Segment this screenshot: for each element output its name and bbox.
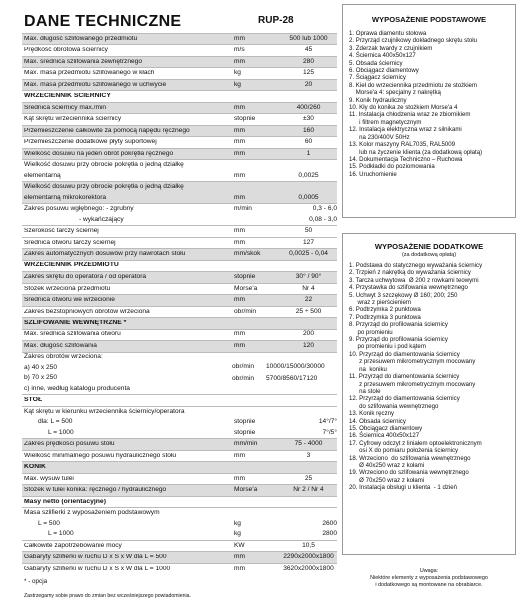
spec-value [280,204,337,225]
spec-row [22,461,337,472]
spec-unit-text: kg [234,530,241,538]
spec-label-line: L = 1000 [48,530,74,538]
extra-item: do szlifowania wewnętrznego [349,402,439,410]
spec-row [22,540,337,551]
spec-unit: stopnie [234,115,256,123]
spec-value: 25 [304,474,313,482]
extra-item: 17. Cyfrowy odczyt z liniałem optoelektronicznym [349,439,482,447]
extra-item: 12. Przyrząd do diamentowania ściernicy [349,395,460,403]
spec-unit: mm [234,103,245,111]
extra-equipment-title: WYPOSAŻENIE DODATKOWE [374,242,484,251]
spec-unit: stopnie [234,273,256,281]
spec-label: Wielkość minimalnego posuwu hydraulicznego stołu [24,452,177,459]
spec-label [22,204,232,225]
spec-label: Max. masa przedmiotu szlifowanego w kłach [24,70,155,77]
spec-unit: mm [234,341,245,349]
spec-label: Wielkość dosuwu na jeden obrót pokrętła ręcznego [24,150,174,157]
spec-label [22,353,232,395]
extra-item: 8. Przyrząd do profilowania ściernicy [349,321,448,329]
spec-row [22,113,337,124]
footnote: * - opcja [24,578,48,585]
spec-row [22,79,337,90]
spec-label: Zakres automatycznych dosuwów przy nawrotach stołu [24,251,186,258]
basic-item: 5. Obsada ściernicy [349,59,403,67]
basic-item: 10. Kły do konika ze stożkiem Morse'a 4 [349,104,458,112]
spec-row [22,438,337,449]
spec-unit: m/s [234,46,245,54]
spec-value: 10000/15000/30000 [266,363,325,371]
spec-unit: mm [234,149,245,157]
spec-value: 160 [302,126,314,134]
extra-item: Ø 40x250 wraz z kołami [349,461,425,469]
extra-item: 5. Uchwyt 3 szczękowy Ø 160; 200; 250 [349,291,458,299]
extra-item: 20. Instalacja obsługi u klienta - 1 dzień [349,484,458,492]
basic-item: 1. Oprawa diamentu stołowa [349,30,427,37]
spec-label: Gabaryty szlifierki w ruchu D x S x W dla L = 500 [24,554,167,561]
spec-value-line: 0,08 - 3,0 [309,215,337,223]
spec-value: 127 [302,238,314,246]
spec-row [22,67,337,78]
spec-row [22,563,337,574]
spec-values [232,353,337,395]
spec-label: Szerokość tarczy ściernej [24,228,99,235]
spec-label: Masy netto (orientacyjne) [24,498,106,505]
spec-value: 5700/8560/17120 [266,374,318,382]
spec-unit: mm/skok [234,250,261,258]
basic-item: 12. Instalacja elektryczna wraz z silnikami [349,126,462,134]
spec-value: 2290x2000x1800 [283,553,334,561]
extra-item: 13. Konik ręczny [349,410,395,418]
spec-value: 3 [306,451,311,459]
spec-row [22,237,337,248]
spec-value: 60 [304,138,313,146]
spec-unit: KW [234,541,245,549]
spec-label: Kąt skrętu wrzeciennika ściernicy [24,116,122,123]
note [342,568,516,589]
spec-label: Max. wysuw tulei [24,475,74,482]
spec-unit: mm [234,171,245,179]
spec-label: Max. średnica szlifowania otworu [24,331,121,338]
spec-row [22,340,337,351]
spec-table [22,33,337,574]
spec-value: 120 [302,341,314,349]
spec-unit: obr/min [232,374,254,382]
basic-item: 8. Kieł do wrzeciennika przedmiotu ze stożkiem [349,81,478,89]
extra-item: 10. Przyrząd do diamentowania ściernicy [349,350,460,358]
extra-item: 18. Wrzeciono do szlifowania wewnętrznego [349,454,471,462]
basic-item: 14. Dokumentacja Techniczno – Ruchowa [349,155,463,163]
spec-label-line: L = 1000 [48,428,74,436]
spec-unit: mm [234,564,245,572]
spec-row [22,271,337,282]
spec-unit-text: m/min [234,205,252,213]
spec-label: Przemieszczenie całkowite za pomocą napędu ręcznego [24,127,190,134]
spec-label: Max. średnica szlifowania zewnętrznego [24,58,143,65]
spec-unit-text: stopnie [234,418,256,426]
spec-label: Zakres prędkości posuwu stołu [24,441,115,448]
spec-unit: mm [234,553,245,561]
spec-unit: mm [234,126,245,134]
spec-row [22,283,337,294]
spec-row [22,90,337,101]
spec-value: 75 - 4000 [294,440,323,448]
spec-value: 125 [302,69,314,77]
extra-equipment-list [343,262,515,492]
spec-value-line: 14°/7° [318,418,337,426]
spec-value: Nr 4 [302,284,315,292]
spec-unit [232,204,280,225]
spec-row [22,306,337,317]
extra-item: 14. Obsada ściernicy [349,417,406,425]
basic-item: 13. Kolor maszyny RAL7035, RAL5009 [349,141,456,149]
spec-value: ±30 [303,115,314,123]
spec-label-line: elementarną mikrokorektora [24,193,107,201]
note-title: Uwaga: [419,568,439,574]
basic-item: 15. Podkładki do poziomowania [349,163,435,171]
spec-row [22,148,337,159]
spec-label: Stożek w tulei konika: ręcznego / hydraulicznego [24,487,167,494]
spec-label: Gabaryty szlifierki w ruchu D x S x W dla L = 1000 [24,565,171,572]
note-line: i dodatkowego są montowane na obrabiarce. [375,582,483,588]
basic-item: 4. Ściernica 400x50x127 [349,52,416,60]
spec-unit: mm [234,34,245,42]
spec-value: 50 [304,227,313,235]
spec-label-line: c) inne, według katalogu producenta [24,384,130,392]
spec-unit: Morse'a [234,486,258,494]
spec-value: 45 [304,46,313,54]
basic-item: 9. Konik hydrauliczny [349,96,407,104]
spec-label: Max. długość szlifowania [24,342,97,349]
spec-label [22,407,232,438]
spec-row [22,507,337,539]
spec-row [22,352,337,395]
spec-row [22,294,337,305]
spec-row [22,248,337,259]
spec-unit: mm [234,451,245,459]
extra-item: osi X do pomiaru położenia ściernicy [349,447,459,455]
spec-unit [232,508,280,539]
spec-label-line: Zakres obrotów wrzeciona: [24,353,103,361]
spec-label: WRZECIENNIK PRZEDMIOTU [24,262,119,269]
spec-label: Całkowite zapotrzebowanie mocy [24,542,122,549]
spec-row [22,33,337,44]
spec-unit: mm [234,227,245,235]
spec-label: Prędkość obrotowa ściernicy [24,47,108,54]
spec-row [22,394,337,405]
spec-value: 0,0025 - 0,04 [289,250,328,258]
extra-item: 19. Wrzeciono do szlifowania wewnętrznego [349,469,469,477]
extra-item: 16. Ściernica 400x50x127 [349,432,420,440]
basic-item: 3. Zderzak twardy z czujnikiem [349,44,433,52]
spec-value: 25 ÷ 500 [295,307,322,315]
extra-item: 7. Podtrzymka 3 punktowa [349,313,421,321]
spec-label-line: b) 70 x 250 [24,374,57,382]
spec-label-line: dla: L = 500 [38,418,73,426]
spec-unit [232,407,280,438]
spec-value: Nr 2 / Nr 4 [293,486,324,494]
spec-row [22,44,337,55]
spec-unit: mm [234,296,245,304]
spec-row [22,260,337,271]
spec-unit: mm [234,193,245,201]
spec-label-line: Masa szlifierki z wyposażeniem podstawowym [24,509,160,517]
spec-unit: obr/min [234,307,256,315]
extra-item: z przesuwem mikrometrycznym mocowany [349,358,476,366]
extra-item: 6. Podtrzymka 2 punktowa [349,306,421,314]
spec-value: 280 [302,57,314,65]
spec-value-line [232,364,337,371]
spec-row [22,406,337,438]
basic-item: 11. Instalacja chłodzenia wraz ze zbiornikiem [349,111,471,119]
spec-label [22,160,232,181]
basic-item: lub na życzenie klienta (za dodatkową opłatą) [349,148,483,156]
spec-value: 200 [302,330,314,338]
spec-row [22,125,337,136]
spec-label: Średnica otworu we wrzecionie [24,297,115,304]
spec-label: Max. masa przedmiotu szlifowanego w uchwycie [24,81,167,88]
basic-item: Morse'a 4: specjalny z nakrętką [349,89,441,97]
spec-label: Zakres skrętu do operatora / od operatora [24,274,147,281]
spec-label [22,182,232,203]
spec-value: 1 [306,149,311,157]
spec-unit: mm [234,474,245,482]
spec-label: Średnica ściernicy max./min [24,104,107,111]
spec-value-line: 7°/5° [322,428,337,436]
spec-label: STÓŁ [24,397,43,404]
spec-value: 22 [304,296,313,304]
basic-item: 2. Przyrząd czujnikowy dokładnego skrętu stołu [349,37,478,45]
spec-value: 3620x2000x1800 [283,564,334,572]
spec-row [22,159,337,181]
basic-equipment-box [342,4,516,218]
spec-label-line: Wielkość dosuwu przy obrocie pokrętła o jedną działkę [24,161,184,169]
spec-unit: kg [234,69,241,77]
extra-equipment-subtitle: (za dodatkową opłatą) [401,252,457,258]
extra-item: 2. Trzpień z nakrętką do wyważania ściernicy [349,269,471,277]
spec-row [22,329,337,340]
spec-label: Przemieszczenie dodatkowe płyty suportowej [24,139,157,146]
extra-item: Ø 70x250 wraz z kołami [349,476,425,484]
spec-label [22,508,232,539]
spec-row [22,181,337,203]
extra-item: wraz z pierścieniem [349,299,411,307]
spec-label-line: elementarną [24,171,61,179]
extra-item: 1. Podstawa do statycznego wyważania ściernicy [349,262,483,269]
spec-row [22,225,337,236]
basic-item: 7. Ściągacz ściernicy [349,74,406,82]
spec-row [22,496,337,507]
spec-label-line: Kąt skrętu w kierunku wrzeciennika ściernicy/operatora [24,407,185,415]
spec-label: Zakres bezstopniowych obrotów wrzeciona [24,308,150,315]
spec-row [22,450,337,461]
note-line: Niektóre elementy z wyposażenia podstawowego [370,575,488,581]
spec-unit-text: kg [234,519,241,527]
extra-equipment-box [342,233,516,555]
basic-equipment-title: WYPOSAŻENIE PODSTAWOWE [371,15,487,24]
spec-value: 0,0005 [298,193,319,201]
spec-label-line: L = 500 [38,519,60,527]
spec-value-line: 2800 [322,530,337,538]
spec-value-line [232,376,337,383]
spec-label: KONIK [24,464,46,471]
spec-value-line: 0,3 - 6,0 [312,205,337,213]
spec-row [22,473,337,484]
extra-item: 15. Obciągacz diamentowy [349,424,423,432]
spec-unit: Morse'a [234,284,258,292]
spec-row [22,136,337,147]
spec-value: 10,5 [302,541,315,549]
spec-row [22,317,337,328]
spec-label: Stożek wrzeciona przedmiotu [24,285,111,292]
extra-item: po promieniu [349,328,393,336]
spec-label-line: - wykańczający [79,215,124,223]
spec-label: Średnica otworu tarczy ściernej [24,239,116,246]
spec-unit: mm [234,138,245,146]
page-title: DANE TECHNICZNE [24,13,182,30]
spec-unit: mm [234,330,245,338]
spec-row [22,102,337,113]
spec-value: 0,0025 [298,171,319,179]
extra-item: 3. Tarcza uchwytowa Ø 200 z rowkami teowymi [349,276,479,284]
spec-value: 20 [304,80,313,88]
spec-row [22,484,337,495]
spec-value: 400/260 [296,103,321,111]
spec-value: 30° / 90° [295,273,322,281]
spec-value-line: 2600 [322,519,337,527]
basic-equipment-list [343,30,515,178]
spec-unit: mm/min [234,440,258,448]
spec-label: SZLIFOWANIE WEWNĘTRZNE * [24,319,127,326]
spec-label-line: Zakres posuwu wgłębnego: - zgrubny [24,205,134,213]
extra-item: z przesuwem mikrometrycznym mocowany [349,380,476,388]
spec-row [22,203,337,225]
basic-item: 16. Uruchomienie [349,170,397,178]
basic-item: i filtrem magnetycznym [349,118,422,126]
spec-label: Max. długość szlifowanego przedmiotu [24,35,138,42]
basic-item: na 230/400V 50Hz [349,133,410,141]
spec-label-line: a) 40 x 250 [24,363,57,371]
spec-value [280,508,337,539]
spec-row [22,56,337,67]
extra-item: na koniku [349,365,387,373]
spec-label: WRZECIENNIK ŚCIERNICY [24,93,111,100]
model-code: RUP-28 [258,15,294,26]
spec-value [280,407,337,438]
spec-unit: mm [234,238,245,246]
spec-unit: obr/min [232,363,254,371]
disclaimer: Zastrzegamy sobie prawo do zmian bez wcześniejszego powiadomienia. [24,593,191,599]
extra-item: 11. Przyrząd do diamentowania ściernicy [349,373,460,381]
spec-unit-text: stopnie [234,428,256,436]
spec-unit: kg [234,80,241,88]
spec-unit: mm [234,57,245,65]
extra-item: po promieniu i pod kątem [349,343,426,351]
spec-label-line: Wielkość dosuwu przy obrocie pokrętła o jedną działkę [24,183,184,191]
extra-item: na stole [349,387,381,395]
extra-item: 4. Przystawka do szlifowania wewnętrznego [349,284,468,292]
spec-row [22,551,337,562]
basic-item: 6. Obciągacz diamentowy [349,67,419,75]
extra-item: 9. Przyrząd do profilowania ściernicy [349,336,448,344]
spec-value: 500 lub 1000 [289,34,328,42]
